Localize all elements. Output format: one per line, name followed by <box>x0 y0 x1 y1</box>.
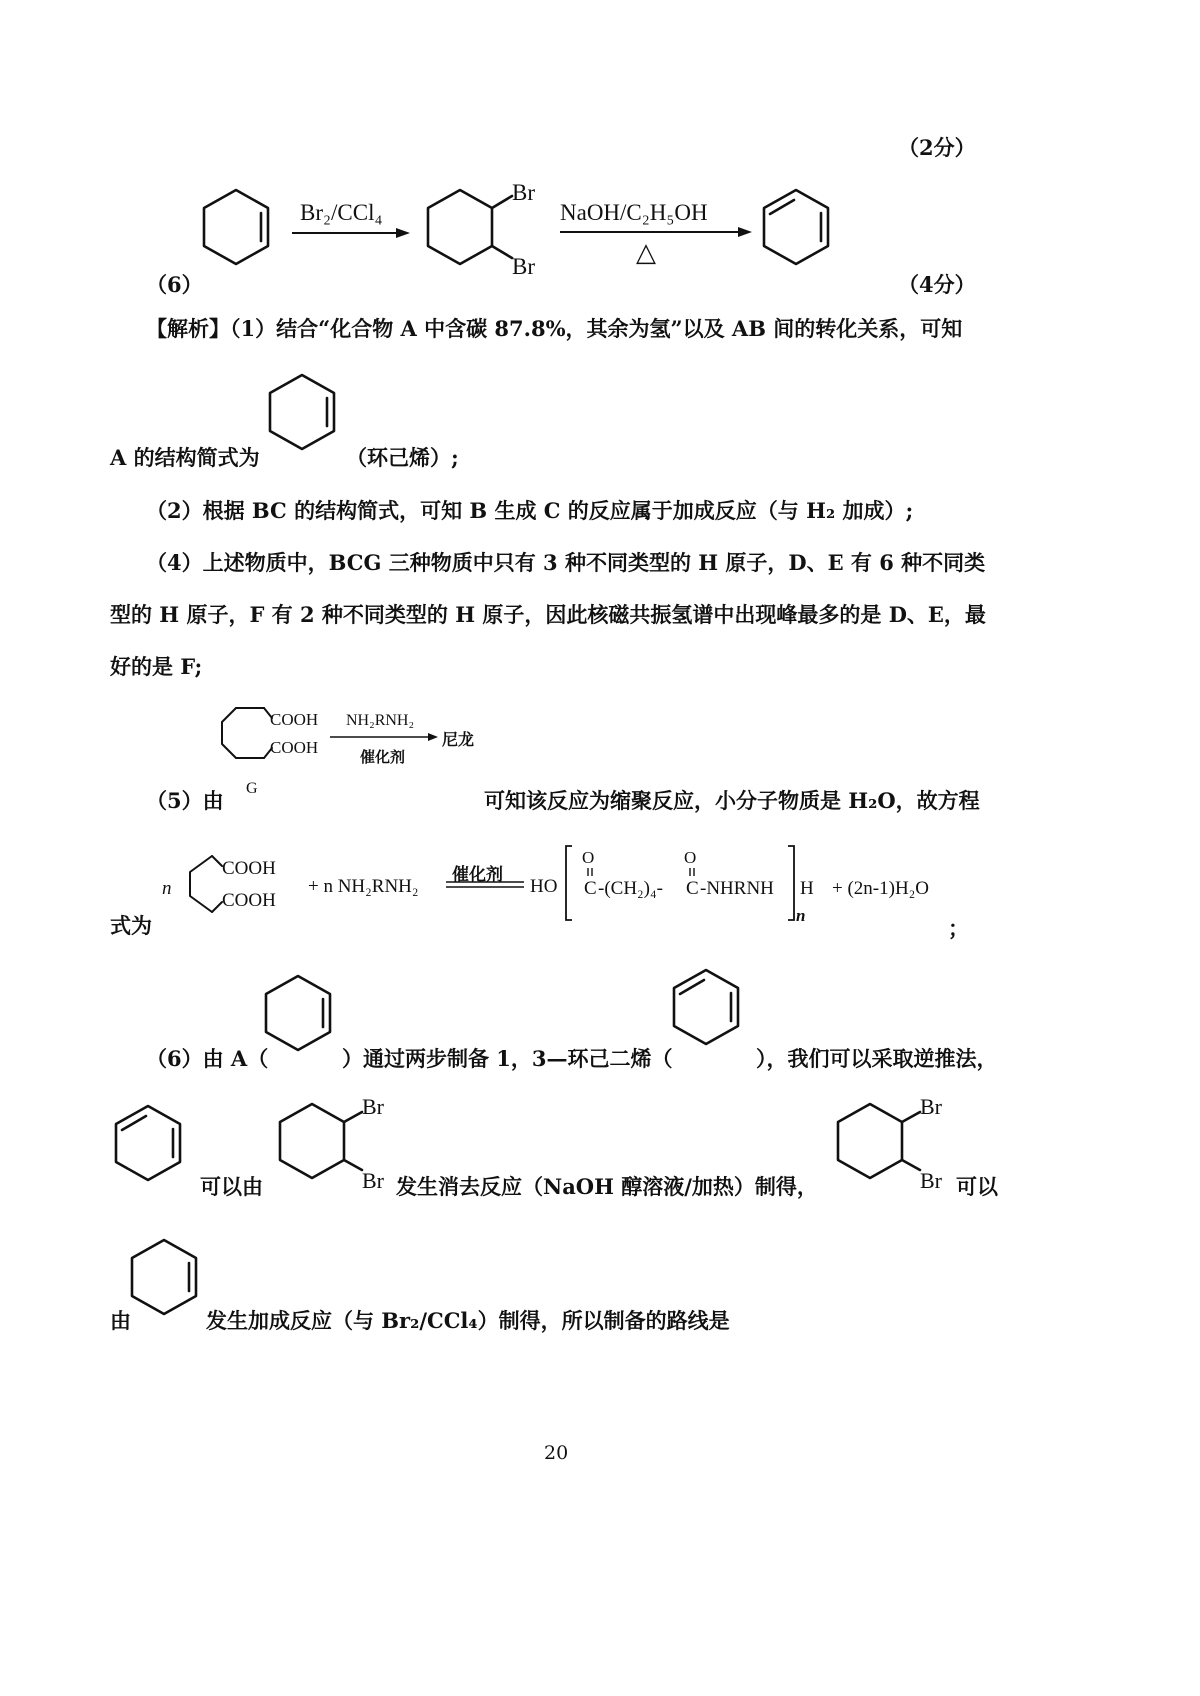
eq-water: + (2n-1)H₂O <box>832 878 930 899</box>
eq-pre: 式为 <box>110 913 152 938</box>
eq-cooh-2: COOH <box>222 890 276 911</box>
analysis-p1b-post: （环己烯）; <box>346 445 459 470</box>
p6-a: （6）由 A（ <box>146 1046 269 1071</box>
analysis-p4a: （4）上述物质中，BCG 三种物质中只有 3 种不同类型的 H 原子，D、E 有 6 种不同类 <box>146 550 986 575</box>
eq-catalyst: 催化剂 <box>452 865 503 885</box>
page-number: 20 <box>544 1442 569 1464</box>
p6-b: ）通过两步制备 1，3—环己二烯（ <box>342 1046 673 1071</box>
br-label-2: Br <box>512 254 535 279</box>
g-catalyst: 催化剂 <box>360 748 406 766</box>
label-6: （6） <box>146 272 203 297</box>
p6-c: ），我们可以采取逆推法， <box>756 1046 998 1071</box>
score-4: （4分） <box>898 272 976 297</box>
eq-o-2: O <box>684 848 697 867</box>
analysis-p1: 【解析】（1）结合“化合物 A 中含碳 87.8%，其余为氢”以及 AB 间的转化关系，可知 <box>146 316 963 341</box>
analysis-p5-post: 可知该反应为缩聚反应，小分子物质是 H₂O，故方程 <box>484 788 980 813</box>
eq-sub-n: n <box>796 906 806 925</box>
eq-chain: -(CH₂)₄- <box>598 878 663 899</box>
eq-c-1: C <box>584 878 597 899</box>
score-2: （2分） <box>898 135 976 160</box>
p6-f: 可以 <box>956 1174 998 1199</box>
p6-br-4: Br <box>920 1168 942 1193</box>
analysis-p2: （2）根据 BC 的结构简式，可知 B 生成 C 的反应属于加成反应（与 H₂ 加成）; <box>146 498 914 523</box>
eq-n: n <box>162 878 172 899</box>
p6-d: 可以由 <box>200 1174 263 1199</box>
eq-c-2: C <box>686 878 699 899</box>
p6-h: 发生加成反应（与 Br₂/CCl₄）制得，所以制备的路线是 <box>206 1308 730 1333</box>
g-cooh-2: COOH <box>270 738 319 757</box>
p6-br-2: Br <box>362 1168 384 1193</box>
analysis-p1b-pre: A 的结构简式为 <box>110 445 260 470</box>
analysis-p5-pre: （5）由 <box>146 788 224 813</box>
eq-h: H <box>800 878 814 899</box>
heat-symbol: △ <box>636 238 656 267</box>
eq-ho: HO <box>530 876 558 897</box>
reagent-naoh-ethanol: NaOH/C₂H₅OH <box>560 200 708 225</box>
analysis-p4c: 好的是 F; <box>110 654 203 679</box>
g-reagent: NH₂RNH₂ <box>346 712 415 729</box>
eq-nhrnh: -NHRNH <box>700 878 774 899</box>
eq-o-1: O <box>582 848 595 867</box>
eq-semicolon: ； <box>948 916 969 941</box>
p6-e: 发生消去反应（NaOH 醇溶液/加热）制得， <box>396 1174 818 1199</box>
eq-cooh-1: COOH <box>222 858 276 879</box>
p6-br-3: Br <box>920 1094 942 1119</box>
br-label-1: Br <box>512 180 535 205</box>
g-product: 尼龙 <box>442 730 475 749</box>
eq-plus-diamine: + n NH₂RNH₂ <box>308 876 419 897</box>
p6-g: 由 <box>110 1308 131 1333</box>
g-cooh-1: COOH <box>270 710 319 729</box>
reagent-br2-ccl4: Br₂/CCl₄ <box>300 200 383 225</box>
p6-br-1: Br <box>362 1094 384 1119</box>
analysis-p4b: 型的 H 原子，F 有 2 种不同类型的 H 原子，因此核磁共振氢谱中出现峰最多的是 D、E，最 <box>110 602 986 627</box>
g-label: G <box>246 780 258 797</box>
